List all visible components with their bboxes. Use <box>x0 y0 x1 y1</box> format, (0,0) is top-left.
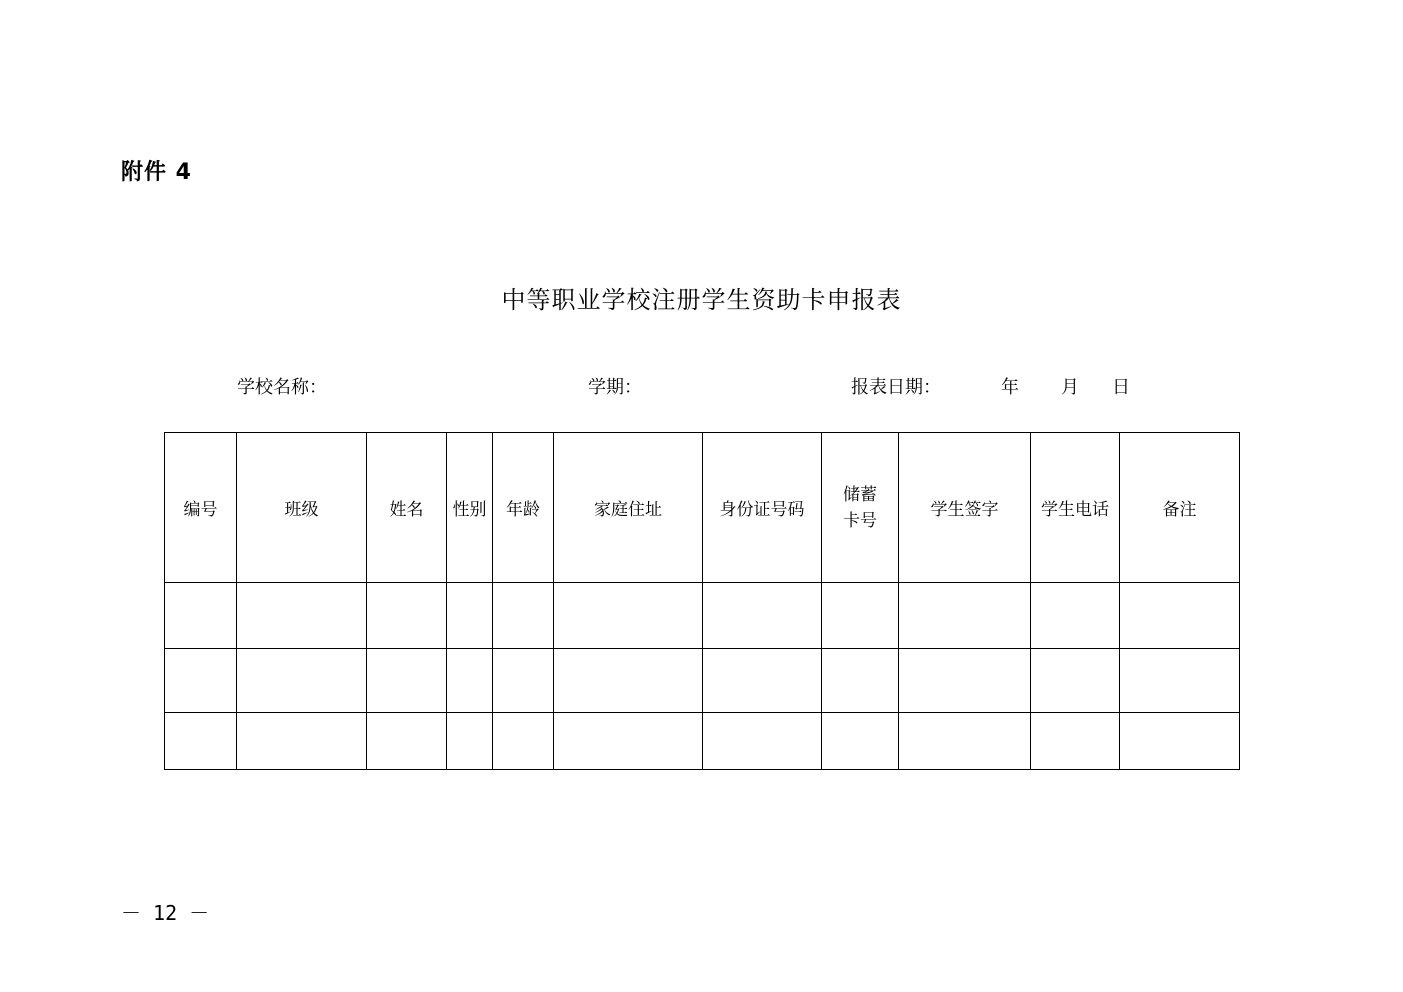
day-label: 日 <box>1112 377 1130 398</box>
cell-remarks[interactable] <box>1120 583 1240 649</box>
header-remarks: 备注 <box>1120 433 1240 583</box>
cell-address[interactable] <box>554 713 703 770</box>
cell-class[interactable] <box>237 713 367 770</box>
table-row <box>165 713 1240 770</box>
header-savings-card <box>822 433 899 583</box>
header-savings-card-line1: 储蓄 <box>843 484 877 505</box>
header-id-number: 身份证号码 <box>703 433 822 583</box>
cell-address[interactable] <box>554 583 703 649</box>
cell-phone[interactable] <box>1031 583 1120 649</box>
page-number: － 12 － <box>121 901 210 925</box>
form-title: 中等职业学校注册学生资助卡申报表 <box>501 286 902 314</box>
header-name: 姓名 <box>367 433 447 583</box>
school-name-label: 学校名称： <box>237 377 327 398</box>
cell-id-number[interactable] <box>703 649 822 713</box>
table-row <box>165 649 1240 713</box>
month-label: 月 <box>1061 377 1079 398</box>
cell-phone[interactable] <box>1031 649 1120 713</box>
cell-class[interactable] <box>237 583 367 649</box>
cell-number[interactable] <box>165 583 237 649</box>
header-age: 年龄 <box>493 433 554 583</box>
cell-class[interactable] <box>237 649 367 713</box>
cell-number[interactable] <box>165 649 237 713</box>
header-address: 家庭住址 <box>554 433 703 583</box>
cell-name[interactable] <box>367 713 447 770</box>
cell-signature[interactable] <box>899 649 1031 713</box>
cell-number[interactable] <box>165 713 237 770</box>
cell-gender[interactable] <box>447 649 493 713</box>
header-class: 班级 <box>237 433 367 583</box>
cell-signature[interactable] <box>899 583 1031 649</box>
attachment-label: 附件 4 <box>121 160 192 185</box>
header-row <box>165 433 1240 583</box>
cell-gender[interactable] <box>447 713 493 770</box>
report-date-label: 报表日期： <box>851 377 941 398</box>
year-label: 年 <box>1001 377 1019 398</box>
cell-address[interactable] <box>554 649 703 713</box>
cell-id-number[interactable] <box>703 583 822 649</box>
header-number: 编号 <box>165 433 237 583</box>
header-signature: 学生签字 <box>899 433 1031 583</box>
table-row <box>165 583 1240 649</box>
cell-name[interactable] <box>367 649 447 713</box>
cell-age[interactable] <box>493 649 554 713</box>
term-label: 学期： <box>588 377 642 398</box>
header-savings-card-line2: 卡号 <box>843 510 877 531</box>
cell-gender[interactable] <box>447 583 493 649</box>
cell-signature[interactable] <box>899 713 1031 770</box>
cell-age[interactable] <box>493 713 554 770</box>
cell-savings-card[interactable] <box>822 649 899 713</box>
cell-savings-card[interactable] <box>822 713 899 770</box>
application-table <box>164 432 1240 770</box>
cell-remarks[interactable] <box>1120 649 1240 713</box>
header-phone: 学生电话 <box>1031 433 1120 583</box>
cell-savings-card[interactable] <box>822 583 899 649</box>
cell-phone[interactable] <box>1031 713 1120 770</box>
cell-name[interactable] <box>367 583 447 649</box>
cell-id-number[interactable] <box>703 713 822 770</box>
cell-age[interactable] <box>493 583 554 649</box>
header-gender: 性别 <box>447 433 493 583</box>
cell-remarks[interactable] <box>1120 713 1240 770</box>
